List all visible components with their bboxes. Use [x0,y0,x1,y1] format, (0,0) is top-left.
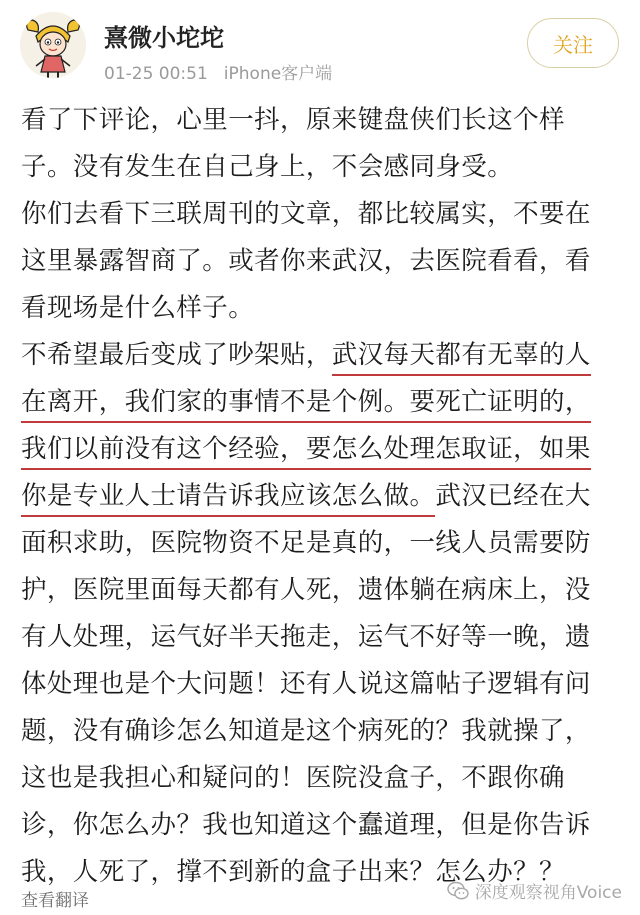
follow-button[interactable]: 关注 [527,18,619,68]
post-text-line [21,285,621,332]
post-meta [104,59,332,84]
post-text-line [21,191,621,238]
post-text-line [21,802,621,849]
post-body [21,97,621,896]
text-segment: 护，医院里面每天都有人死，遗体躺在病床上，没 [21,575,591,605]
watermark-text: 深度观察视角Voice [474,883,622,903]
text-segment: 题，没有确诊怎么知道是这个病死的？我就操了， [21,716,591,746]
view-translation-link[interactable]: 查看翻译 [21,891,89,911]
post-text-line [21,332,621,379]
post-text-line [21,379,621,426]
post-text-line [21,755,621,802]
wechat-icon [447,880,469,902]
post-text-line [21,426,621,473]
text-segment: 我，人死了，撑不到新的盒子出来？怎么办？？ [21,857,565,887]
post-text-line [21,238,621,285]
text-segment: 看了下评论，心里一抖，原来键盘侠们长这个样 [21,105,565,135]
text-segment: 面积求助，医院物资不足是真的，一线人员需要防 [21,528,591,558]
text-segment: 看现场是什么样子。 [21,293,255,323]
watermark [447,878,622,903]
avatar[interactable] [20,12,86,78]
post-text-line [21,473,621,520]
post-text-line [21,708,621,755]
post-text-line [21,97,621,144]
text-segment: 你们去看下三联周刊的文章，都比较属实，不要在 [21,199,591,229]
username[interactable]: 熹微小坨坨 [104,24,224,52]
text-segment: 武汉已经在大 [435,481,591,511]
cartoon-girl-avatar-icon [20,12,86,78]
underlined-text-segment: 我们以前没有这个经验，要怎么处理怎取证，如果 [21,434,591,470]
text-segment: 体处理也是个大问题！还有人说这篇帖子逻辑有问 [21,669,591,699]
post-text-line [21,614,621,661]
text-segment: 这里暴露智商了。或者你来武汉，去医院看看，看 [21,246,591,276]
post-text-line [21,567,621,614]
post-timestamp: 01-25 00:51 [104,64,208,84]
text-segment: 有人处理，运气好半天拖走，运气不好等一晚，遗 [21,622,591,652]
text-segment: 子。没有发生在自己身上，不会感同身受。 [21,152,514,182]
post-text-line [21,520,621,567]
post-text-line [21,144,621,191]
post-source: iPhone客户端 [223,64,333,84]
text-segment: 不希望最后变成了吵架贴， [21,340,332,370]
underlined-text-segment: 在离开，我们家的事情不是个例。要死亡证明的， [21,387,591,423]
text-segment: 这也是我担心和疑问的！医院没盒子，不跟你确 [21,763,565,793]
post-text-line [21,661,621,708]
post-header [0,0,640,90]
text-segment: 诊，你怎么办？我也知道这个蠢道理，但是你告诉 [21,810,591,840]
underlined-text-segment: 武汉每天都有无辜的人 [332,340,591,376]
underlined-text-segment: 你是专业人士请告诉我应该怎么做。 [21,481,435,517]
